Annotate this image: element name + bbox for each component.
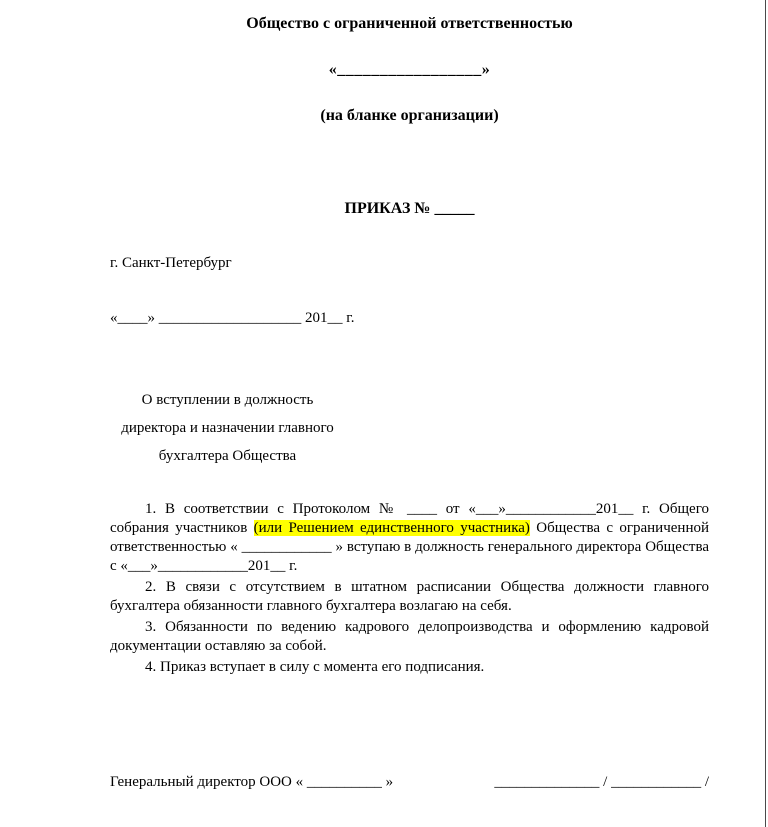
- order-subject-line3: бухгалтера Общества: [158, 448, 297, 464]
- paragraph-1: [110, 500, 709, 576]
- order-subject-line2: директора и назначении главного: [121, 420, 334, 436]
- date-line: «____» ___________________ 201__ г.: [110, 310, 355, 326]
- paragraph-1-highlighted-text: (или Решением единственного участника): [253, 520, 530, 536]
- city-line: г. Санкт-Петербург: [110, 255, 232, 271]
- signature-name-line: ______________ / ____________ /: [494, 774, 709, 790]
- org-type-line: Общество с ограниченной ответственностью: [246, 15, 573, 32]
- order-subject: [110, 386, 345, 470]
- signature-role-line: Генеральный директор ООО « __________ »: [110, 774, 394, 790]
- paragraph-1-text-after: Общества с ограниченной ответственностью « ____________ » вступаю в должность генерального директора Общества с «___»____________201__ г.: [110, 520, 709, 574]
- paragraph-1-text-before: 1. В соответствии с Протоколом № ____ от «___»____________201__ г. Общего собрания участников: [110, 501, 709, 536]
- paragraph-3: 3. Обязанности по ведению кадрового делопроизводства и оформлению кадровой документации оставляю за собой.: [110, 619, 709, 654]
- letterhead-note: (на бланке организации): [320, 107, 499, 124]
- order-body: [110, 500, 709, 677]
- order-subject-line1: О вступлении в должность: [141, 392, 314, 408]
- order-title: ПРИКАЗ № _____: [344, 200, 475, 217]
- paragraph-4: 4. Приказ вступает в силу с момента его подписания.: [145, 659, 485, 675]
- paragraph-2: 2. В связи с отсутствием в штатном расписании Общества должности главного бухгалтера обязанности главного бухгалтера возлагаю на себя.: [110, 579, 709, 614]
- org-name-placeholder: «_________________»: [328, 61, 491, 78]
- signature-row: [110, 773, 709, 792]
